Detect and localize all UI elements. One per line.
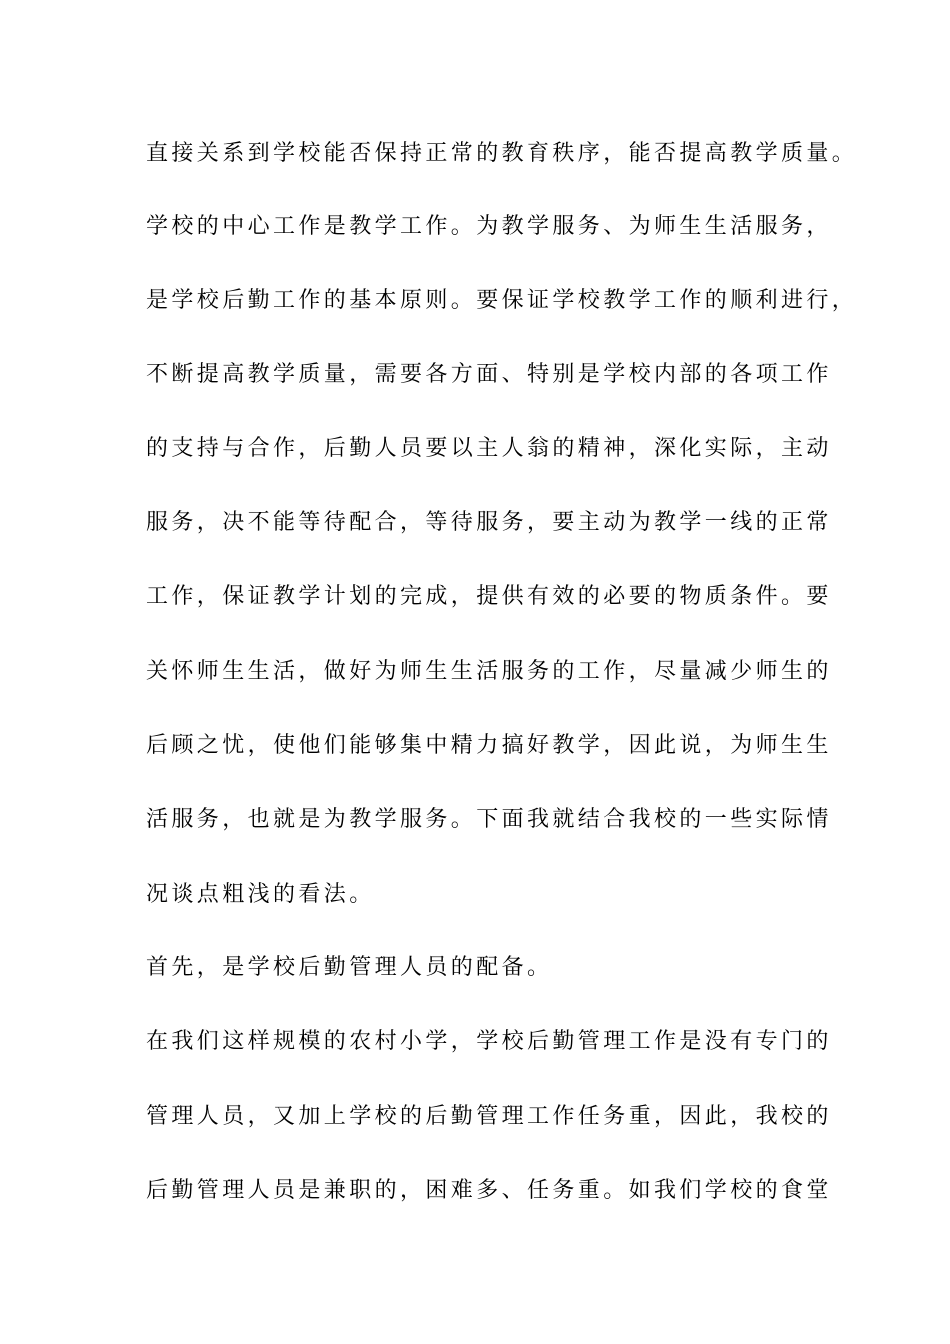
text-line: 后勤管理人员是兼职的，困难多、任务重。如我们学校的食堂 [146,1178,832,1203]
section-heading-line: 首先，是学校后勤管理人员的配备。 [146,955,553,980]
text-line: 管理人员，又加上学校的后勤管理工作任务重，因此，我校的 [146,1104,832,1129]
text-line: 不断提高教学质量，需要各方面、特别是学校内部的各项工作 [146,362,832,387]
text-line: 在我们这样规模的农村小学，学校后勤管理工作是没有专门的 [146,1029,832,1054]
text-line: 况谈点粗浅的看法。 [146,882,375,907]
text-line: 后顾之忧，使他们能够集中精力搞好教学，因此说，为师生生 [146,733,832,758]
text-line: 服务，决不能等待配合，等待服务，要主动为教学一线的正常 [146,510,832,535]
text-line: 学校的中心工作是教学工作。为教学服务、为师生生活服务， [146,214,832,239]
text-line: 的支持与合作，后勤人员要以主人翁的精神，深化实际，主动 [146,436,832,461]
text-line: 关怀师生生活，做好为师生生活服务的工作，尽量减少师生的 [146,659,832,684]
text-line: 活服务，也就是为教学服务。下面我就结合我校的一些实际情 [146,807,832,832]
text-line: 直接关系到学校能否保持正常的教育秩序，能否提高教学质量。 [146,141,858,166]
text-line: 工作，保证教学计划的完成，提供有效的必要的物质条件。要 [146,584,832,609]
text-line: 是学校后勤工作的基本原则。要保证学校教学工作的顺利进行， [146,288,858,313]
